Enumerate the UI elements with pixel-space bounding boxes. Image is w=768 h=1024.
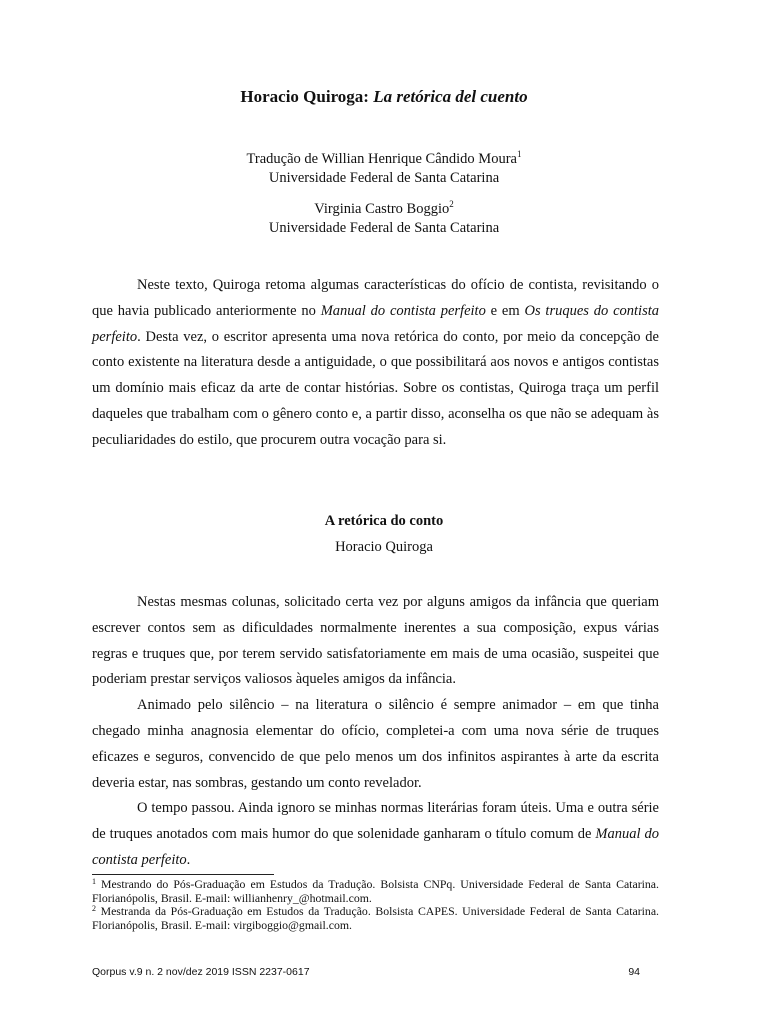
section-author: Horacio Quiroga <box>335 539 433 555</box>
footnote-2 <box>92 905 659 932</box>
affiliation-2: Universidade Federal de Santa Catarina <box>268 220 500 236</box>
translator-2-name: Virginia Castro Boggio <box>314 201 450 217</box>
body-paragraph-2: Animado pelo silêncio – na literatura o silêncio é sempre animador – em que tinha chegado minha anagnosia elementar do ofício, completei-a com uma nova série de truques eficazes e seguros, convencido de que pelo menos um dos infinitos aspirantes à arte da escrita deveria estar, nas sombras, gestando um conto revelador. <box>92 697 659 791</box>
footnotes <box>92 878 659 932</box>
page-number: 94 <box>628 966 640 978</box>
title-work: La retórica del cuento <box>373 87 528 106</box>
translator-prefix: Tradução de <box>246 151 322 167</box>
translator-credit-1 <box>0 150 768 188</box>
footnote-1-number: 1 <box>92 877 96 886</box>
body-p3-text-b: . <box>186 851 191 868</box>
title-author: Horacio Quiroga: <box>240 87 369 106</box>
footnote-1 <box>92 878 659 905</box>
footnote-2-number: 2 <box>92 904 96 913</box>
affiliation-1: Universidade Federal de Santa Catarina <box>268 170 500 186</box>
intro-italic-1: Manual do contista perfeito <box>320 302 486 319</box>
intro-text-a: Neste texto, Quiroga retoma algumas características do ofício de contista, revisitando o que havia publicado anteriormente no <box>92 277 659 319</box>
translator-credit-2 <box>0 200 768 238</box>
translator-1-name: Willian Henrique Cândido Moura <box>321 151 517 167</box>
page-footer <box>92 966 640 978</box>
footnote-divider <box>92 874 274 875</box>
footnote-1-text: Mestrando do Pós-Graduação em Estudos da Tradução. Bolsista CNPq. Universidade Federal de Santa Catarina. Florianópolis, Brasil. E-mail: willianhenry_@hotmail.com. <box>92 877 659 905</box>
footnote-2-text: Mestranda da Pós-Graduação em Estudos da Tradução. Bolsista CAPES. Universidade Federal de Santa Catarina. Florianópolis, Brasil. E-mail: virgiboggio@gmail.com. <box>92 904 659 932</box>
intro-text-c: . Desta vez, o escritor apresenta uma nova retórica do conto, por meio da concepção de conto existente na literatura desde a antiguidade, o que possibilitará aos novos e antigos contistas um domínio mais eficaz da arte de contar histórias. Sobre os contistas, Quiroga traça um perfil daqueles que trabalham com o gênero conto e, a partir disso, aconselha os que não se adequam às peculiaridades do estilo, que procurem outra vocação para si. <box>92 328 659 448</box>
body-paragraph-1: Nestas mesmas colunas, solicitado certa vez por alguns amigos da infância que queriam escrever contos sem as dificuldades normalmente inerentes a sua composição, expus várias regras e truques que, por terem servido satisfatoriamente em mais de uma ocasião, suspeitei que poderiam prestar serviços valiosos àqueles amigos da infância. <box>92 594 659 688</box>
body-paragraph-3 <box>92 796 659 873</box>
body-text <box>92 590 659 874</box>
footnote-ref-1: 1 <box>516 149 522 159</box>
intro-text-b: e em <box>485 302 525 319</box>
section-header <box>0 511 768 557</box>
section-heading: A retórica do conto <box>324 513 444 529</box>
footnote-ref-2: 2 <box>449 199 454 209</box>
body-p3-italic: Manual do contista perfeito <box>92 826 660 868</box>
journal-citation: Qorpus v.9 n. 2 nov/dez 2019 ISSN 2237-0617 <box>92 966 310 978</box>
intro-italic-2: Os truques do contista perfeito <box>92 302 660 345</box>
body-p3-text-a: O tempo passou. Ainda ignoro se minhas normas literárias foram úteis. Uma e outra série de truques anotados com mais humor do que solenidade ganharam o título comum de <box>92 800 659 843</box>
intro-paragraph <box>92 273 659 454</box>
page-title <box>0 86 768 108</box>
